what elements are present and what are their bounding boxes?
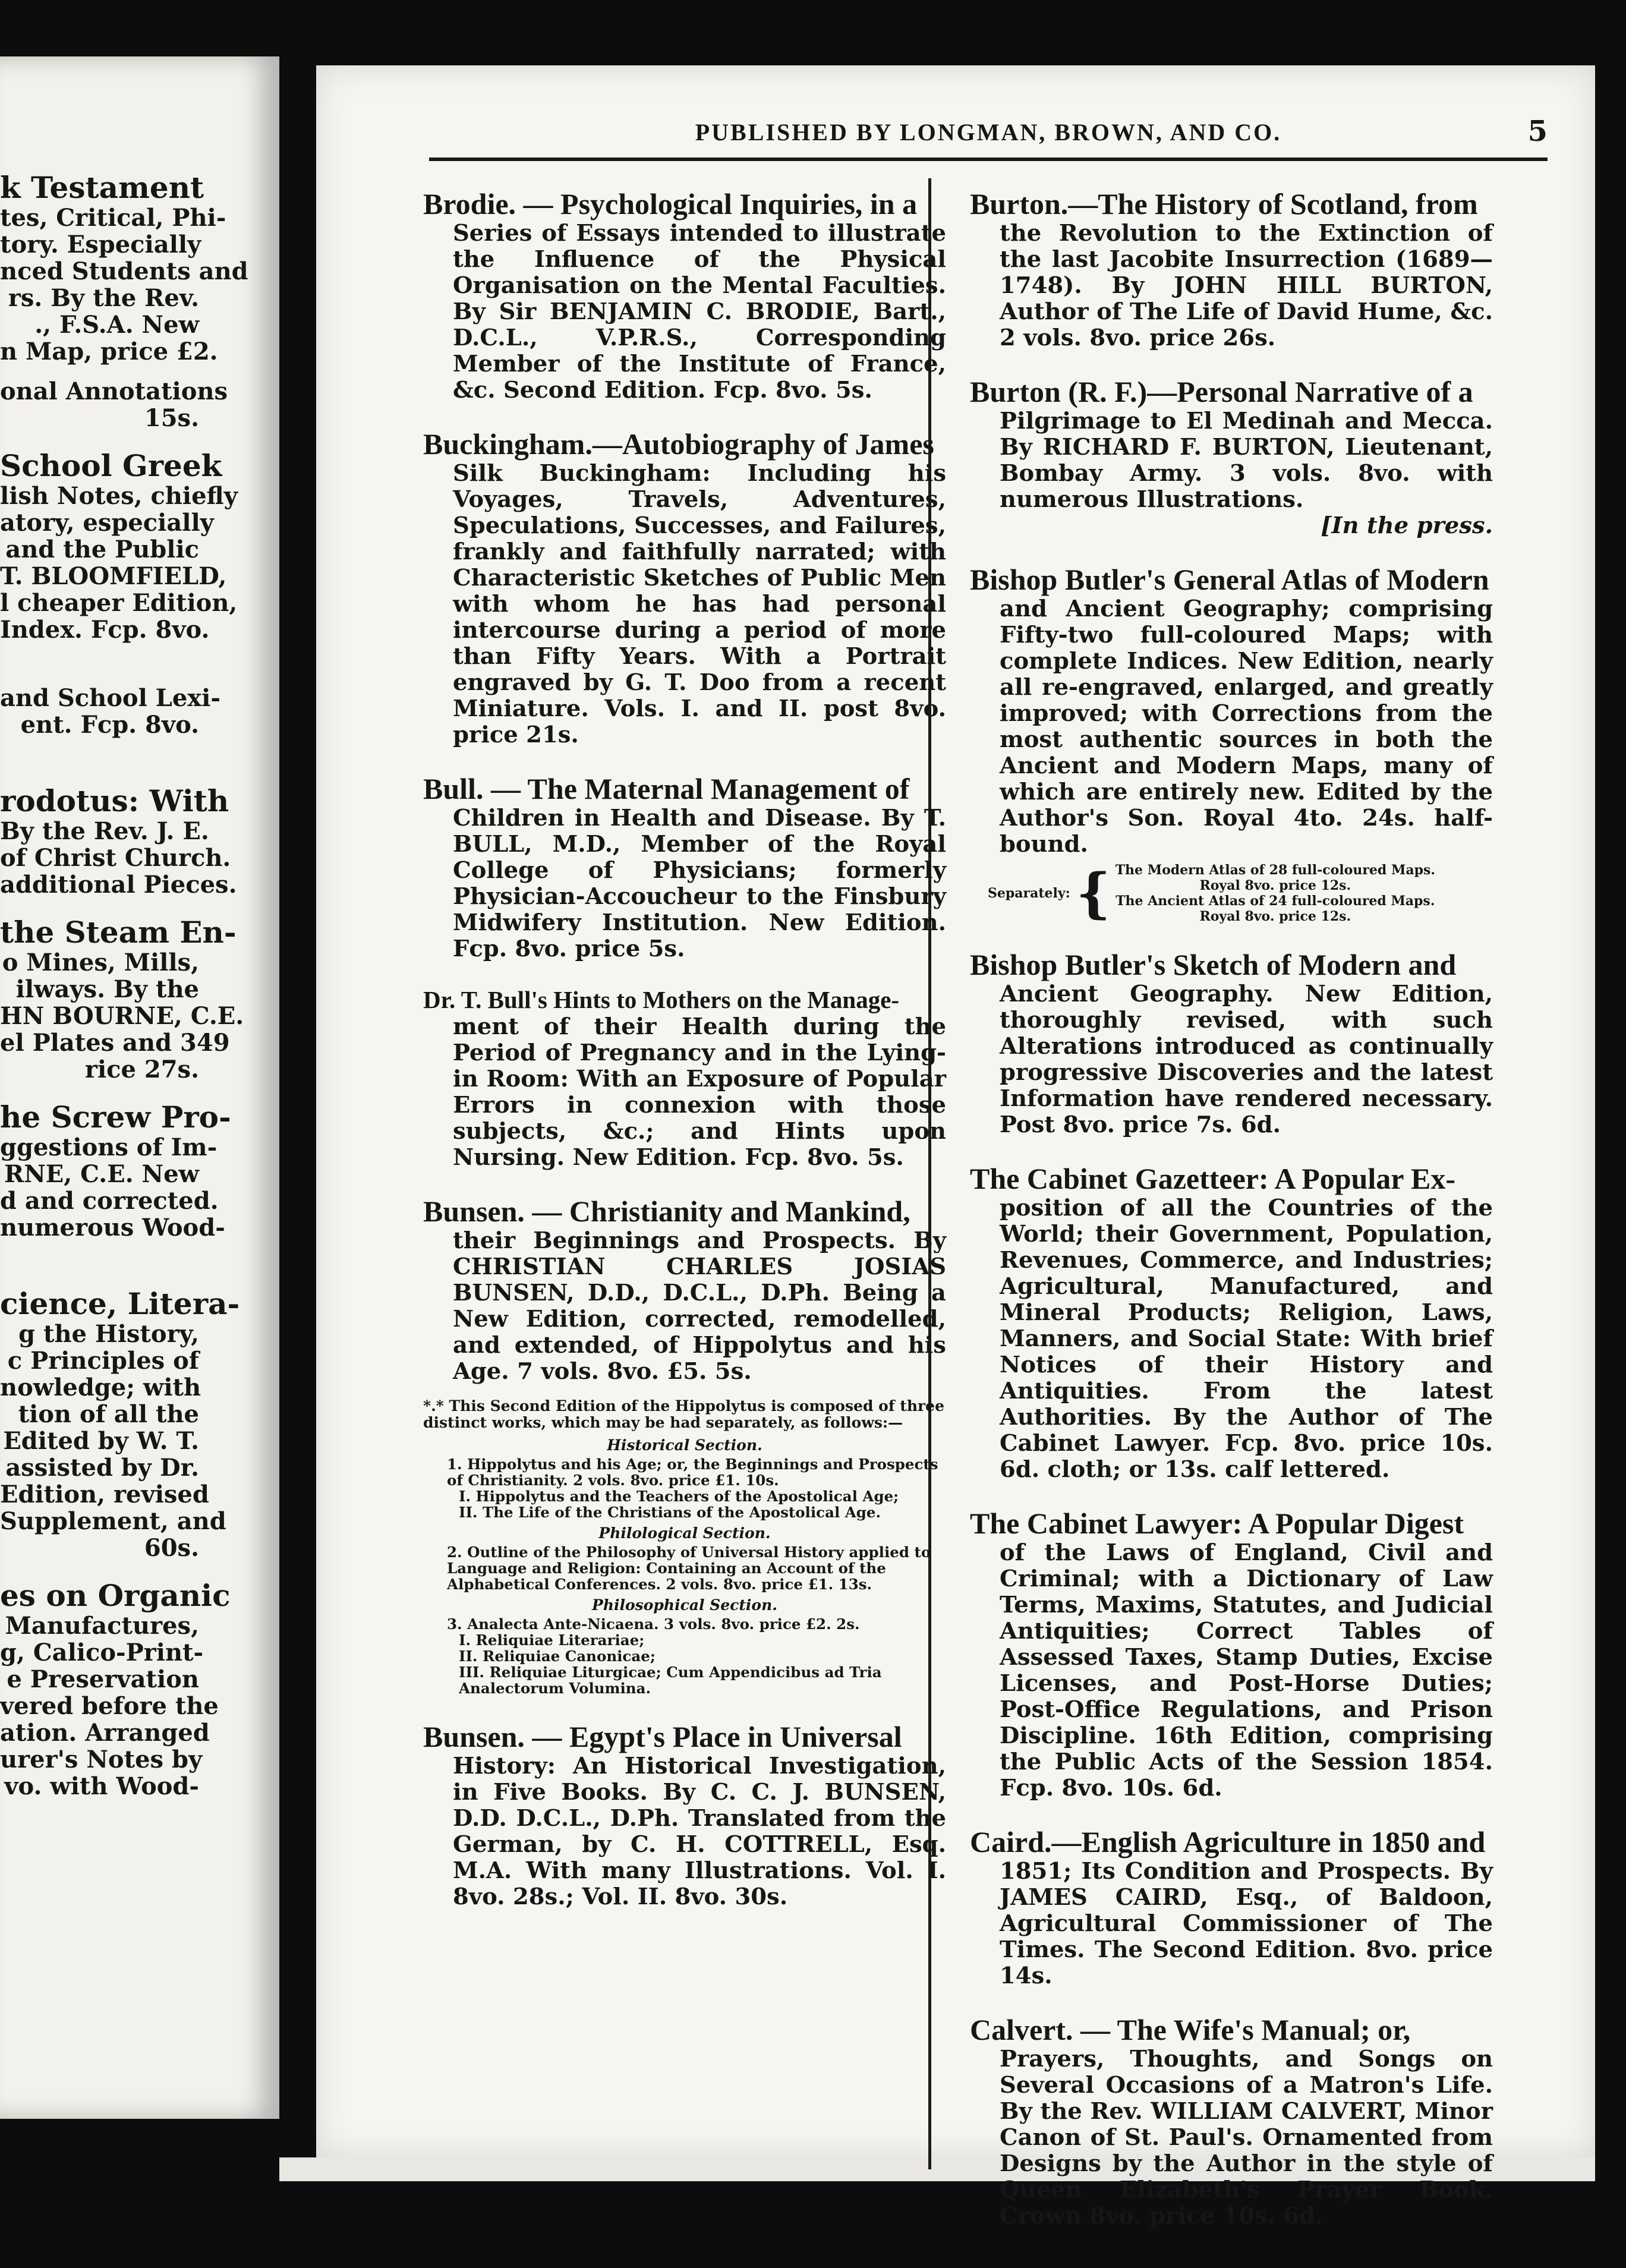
previous-page-line: and School Lexi- [0, 684, 220, 712]
previous-page-line: el Plates and 349 [0, 1029, 230, 1057]
entry-cabinet-gazetteer [970, 1162, 1493, 1483]
running-head [429, 116, 1548, 161]
previous-page-line: ent. Fcp. 8vo. [20, 711, 199, 739]
previous-page-line: nowledge; with [0, 1374, 201, 1401]
entry-body: position of all the Countries of the World; their Government, Population, Revenues, Commerce, and Industries; Agricultural, Manufactured, and Mineral Products; Religion, Laws, Manners, and Social State: With brief Notices of their History and Antiquities. From the latest Authorities. By the Author of The Cabinet Lawyer. Fcp. 8vo. price 10s. 6d. cloth; or 13s. calf lettered. [1000, 1195, 1493, 1483]
previous-page-line: ation. Arranged [0, 1719, 210, 1747]
line-gap [0, 738, 279, 780]
entry-brodie [423, 187, 946, 404]
entry-title: Caird.—English Agriculture in 1850 and [970, 1825, 1486, 1858]
brace-icon: { [1076, 862, 1111, 925]
entry-body: History: An Historical Investigation, in Five Books. By C. C. J. BUNSEN, D.D. D.C.L., D.Ph. Translated from the German, by C. H. COTTRELL, Esq. M.A. With many Illustrations. Vol. I. 8vo. 28s.; Vol. II. 8vo. 30s. [453, 1753, 946, 1910]
previous-page-line: ., F.S.A. New [34, 311, 199, 339]
line-gap [0, 1241, 279, 1283]
previous-page-line: Supplement, and [0, 1507, 226, 1535]
entry-bull [423, 772, 946, 962]
entry-caird [970, 1825, 1493, 1989]
previous-page-line: additional Pieces. [0, 871, 237, 899]
entry-bunsen-christianity [423, 1195, 946, 1696]
previous-page-line: and the Public [5, 536, 199, 563]
previous-page-line: T. BLOOMFIELD, [0, 562, 227, 590]
section-item: 3. Analecta Ante-Nicaena. 3 vols. 8vo. price £2. 2s. [447, 1615, 860, 1633]
entry-body: ment of their Health during the Period of Pregnancy and in the Lying-in Room: With an Exposure of Popular Errors in connexion with those subjects, &c.; and Hints upon Nursing. New Edition. Fcp. 8vo. 5s. [453, 1013, 946, 1171]
entry-title: Bishop Butler's Sketch of Modern and [970, 948, 1457, 981]
entry-title: Brodie. — Psychological Inquiries, in a [423, 187, 918, 220]
line-gap [0, 365, 279, 378]
entry-body: Series of Essays intended to illustrate the Influence of the Physical Organisation on the Mental Faculties. By Sir BENJAMIN C. BRODIE, Bart., D.C.L., V.P.R.S., Corresponding Member of the Institute of France, &c. Second Edition. Fcp. 8vo. 5s. [453, 220, 946, 404]
previous-page-text [0, 166, 279, 1800]
entry-body: and Ancient Geography; comprising Fifty-two full-coloured Maps; with complete Indices. New Edition, nearly all re-engraved, enlarged, and greatly improved; with Corrections from the most authentic sources in both the Ancient and Modern Maps, many of which are entirely new. Edited by the Author's Son. Royal 4to. 24s. half-bound. [1000, 596, 1493, 858]
section-heading: Philosophical Section. [592, 1596, 777, 1614]
previous-page-line: Edited by W. T. [3, 1427, 199, 1455]
entry-title: Bull. — The Maternal Management of [423, 772, 910, 805]
entry-butler-atlas [970, 563, 1493, 924]
entry-title: Buckingham.—Autobiography of James [423, 427, 934, 461]
separately-item: The Modern Atlas of 28 full-coloured Maps. [1115, 862, 1435, 878]
line-gap [0, 1083, 279, 1096]
separately-list [1115, 862, 1435, 924]
previous-page-line: rs. By the Rev. [8, 284, 199, 312]
left-column [423, 187, 946, 1934]
entry-bull-hints [423, 986, 946, 1171]
previous-page-line: g the History, [18, 1320, 199, 1348]
in-press-note: [In the press. [1321, 512, 1493, 539]
section-item: 1. Hippolytus and his Age; or, the Beginnings and Prospects of Christianity. 2 vols. 8vo. price £1. 10s. [447, 1456, 938, 1489]
separately-item: The Ancient Atlas of 24 full-coloured Maps. [1115, 893, 1435, 909]
hippolytus-note: *.* This Second Edition of the Hippolytus is composed of three distinct works, which may be had separately, as follows:— [423, 1397, 944, 1431]
entry-bunsen-egypt [423, 1720, 946, 1910]
separately-price: Royal 8vo. price 12s. [1199, 909, 1351, 924]
line-gap [0, 1561, 279, 1574]
previous-page-line: Edition, revised [0, 1480, 209, 1508]
previous-page-line: By the Rev. J. E. [0, 817, 209, 845]
previous-page-line: ggestions of Im- [0, 1133, 218, 1161]
previous-page-line: n Map, price £2. [0, 338, 218, 366]
section-heading: Historical Section. [607, 1437, 762, 1454]
previous-page-line: of Christ Church. [0, 844, 231, 872]
line-gap [0, 431, 279, 445]
entry-body: Pilgrimage to El Medinah and Mecca. By RICHARD F. BURTON, Lieutenant, Bombay Army. 3 vols. 8vo. with numerous Illustrations. [1000, 408, 1493, 513]
previous-page-line: vo. with Wood- [4, 1772, 199, 1800]
separately-block [988, 862, 1493, 924]
previous-page-heading: rodotus: With [0, 783, 229, 818]
previous-page-line: c Principles of [7, 1347, 199, 1375]
previous-page-line: numerous Wood- [0, 1214, 225, 1242]
section-subitem: II. Reliquiae Canonicae; [459, 1648, 656, 1665]
previous-page-heading: es on Organic [0, 1578, 231, 1613]
entry-title: Bunsen. — Egypt's Place in Universal [423, 1720, 902, 1753]
previous-page-line: vered before the [0, 1692, 219, 1720]
previous-page-line: tion of all the [18, 1400, 199, 1428]
section-subitem: I. Hippolytus and the Teachers of the Apostolical Age; [459, 1488, 899, 1505]
previous-page-line: l cheaper Edition, [0, 589, 238, 617]
entry-cabinet-lawyer [970, 1507, 1493, 1801]
previous-page-heading: School Greek [0, 448, 222, 483]
previous-page-line: ilways. By the [15, 975, 199, 1003]
previous-page-line: 60s. [144, 1534, 199, 1562]
entry-body: Prayers, Thoughts, and Songs on Several Occasions of a Matron's Life. By the Rev. WILLIAM CALVERT, Minor Canon of St. Paul's. Ornamented from Designs by the Author in the style of Queen Elizabeth's Prayer Book. Crown 8vo. price 10s. 6d. [1000, 2046, 1493, 2229]
previous-page-line: 15s. [144, 404, 199, 432]
previous-page-line: urer's Notes by [0, 1746, 203, 1774]
entry-title: The Cabinet Lawyer: A Popular Digest [970, 1507, 1464, 1540]
previous-page-line: d and corrected. [0, 1187, 219, 1215]
section-subitem: I. Reliquiae Literariae; [459, 1631, 645, 1649]
entry-body: of the Laws of England, Civil and Criminal; with a Dictionary of Law Terms, Maxims, Statutes, and Judicial Antiquities; Correct Tables of Assessed Taxes, Stamp Duties, Excise Licenses, and Post-Horse Duties; Post-Office Regulations, and Prison Discipline. 16th Edition, comprising the Public Acts of the Session 1854. Fcp. 8vo. 10s. 6d. [1000, 1539, 1493, 1801]
previous-page-line: g, Calico-Print- [0, 1639, 204, 1667]
entry-body: Ancient Geography. New Edition, thoroughly revised, with such Alterations introduced as continually progressive Discoveries and the latest Information have rendered necessary. Post 8vo. price 7s. 6d. [1000, 981, 1493, 1138]
catalogue-page [316, 65, 1595, 2229]
previous-page-line: tes, Critical, Phi- [0, 204, 226, 232]
entry-title: The Cabinet Gazetteer: A Popular Ex- [970, 1162, 1456, 1195]
publisher-line: PUBLISHED BY LONGMAN, BROWN, AND CO. [695, 119, 1282, 146]
entry-calvert [970, 2013, 1493, 2229]
entry-title: Calvert. — The Wife's Manual; or, [970, 2013, 1411, 2046]
previous-page-line: HN BOURNE, C.E. [0, 1002, 244, 1030]
section-subitem: II. The Life of the Christians of the Apostolical Age. [459, 1504, 881, 1521]
section-item: 2. Outline of the Philosophy of Universal History applied to Language and Religion: Containing an Account of the Alphabetical Conferences. 2 vols. 8vo. price £1. 13s. [447, 1544, 931, 1593]
entry-title: Bunsen. — Christianity and Mankind, [423, 1195, 910, 1228]
section-subitem: III. Reliquiae Liturgicae; Cum Appendicibus ad Tria Analectorum Volumina. [459, 1664, 882, 1697]
entry-burton-rf [970, 375, 1493, 539]
previous-page-line: Manufactures, [5, 1612, 199, 1640]
separately-label: Separately: [988, 886, 1070, 901]
right-column [970, 187, 1493, 2253]
entry-title: Burton (R. F.)—Personal Narrative of a [970, 375, 1473, 408]
previous-page-line: tory. Especially [0, 231, 201, 259]
previous-page-strip [0, 56, 279, 2119]
previous-page-line: o Mines, Mills, [2, 949, 199, 976]
previous-page-heading: k Testament [0, 170, 204, 205]
entry-buckingham [423, 427, 946, 748]
entry-body: 1851; Its Condition and Prospects. By JAMES CAIRD, Esq., of Baldoon, Agricultural Commissioner of The Times. The Second Edition. 8vo. price 14s. [1000, 1858, 1493, 1989]
entry-title: Bishop Butler's General Atlas of Modern [970, 563, 1489, 596]
previous-page-line: RNE, C.E. New [4, 1160, 199, 1188]
previous-page-line: atory, especially [0, 509, 214, 537]
entry-body: the Revolution to the Extinction of the last Jacobite Insurrection (1689—1748). By JOHN HILL BURTON, Author of The Life of David Hume, &c. 2 vols. 8vo. price 26s. [1000, 220, 1493, 351]
previous-page-line: lish Notes, chiefly [0, 482, 238, 510]
entry-body: Silk Buckingham: Including his Voyages, Travels, Adventures, Speculations, Successes, and Failures, frankly and faithfully narrated; with Characteristic Sketches of Public Men with whom he has had personal intercourse during a period of more than Fifty Years. With a Portrait engraved by G. T. Doo from a recent Miniature. Vols. I. and II. post 8vo. price 21s. [453, 460, 946, 748]
entry-title: Burton.—The History of Scotland, from [970, 187, 1478, 220]
previous-page-line: nced Students and [0, 257, 248, 285]
previous-page-heading: he Screw Pro- [0, 1100, 231, 1135]
entry-butler-sketch [970, 948, 1493, 1138]
section-heading: Philological Section. [598, 1524, 771, 1542]
previous-page-line: Index. Fcp. 8vo. [0, 616, 210, 644]
line-gap [0, 898, 279, 911]
previous-page-heading: the Steam En- [0, 915, 237, 950]
previous-page-line: onal Annotations [0, 377, 228, 405]
page-number: 5 [1527, 115, 1548, 148]
entry-burton-scotland [970, 187, 1493, 351]
entry-body: Children in Health and Disease. By T. BULL, M.D., Member of the Royal College of Physicians; formerly Physician-Accoucheur to the Finsbury Midwifery Institution. New Edition. Fcp. 8vo. price 5s. [453, 805, 946, 962]
previous-page-heading: cience, Litera- [0, 1286, 240, 1321]
entry-title: Dr. T. Bull's Hints to Mothers on the Manage- [423, 986, 900, 1013]
previous-page-line: e Preservation [7, 1665, 199, 1693]
separately-price: Royal 8vo. price 12s. [1199, 878, 1351, 893]
previous-page-line: assisted by Dr. [5, 1454, 199, 1482]
previous-page-line: rice 27s. [84, 1056, 199, 1083]
entry-body: their Beginnings and Prospects. By CHRISTIAN CHARLES JOSIAS BUNSEN, D.D., D.C.L., D.Ph. Being a New Edition, corrected, remodelled, and extended, of Hippolytus and his Age. 7 vols. 8vo. £5. 5s. [453, 1227, 946, 1385]
line-gap [0, 643, 279, 685]
